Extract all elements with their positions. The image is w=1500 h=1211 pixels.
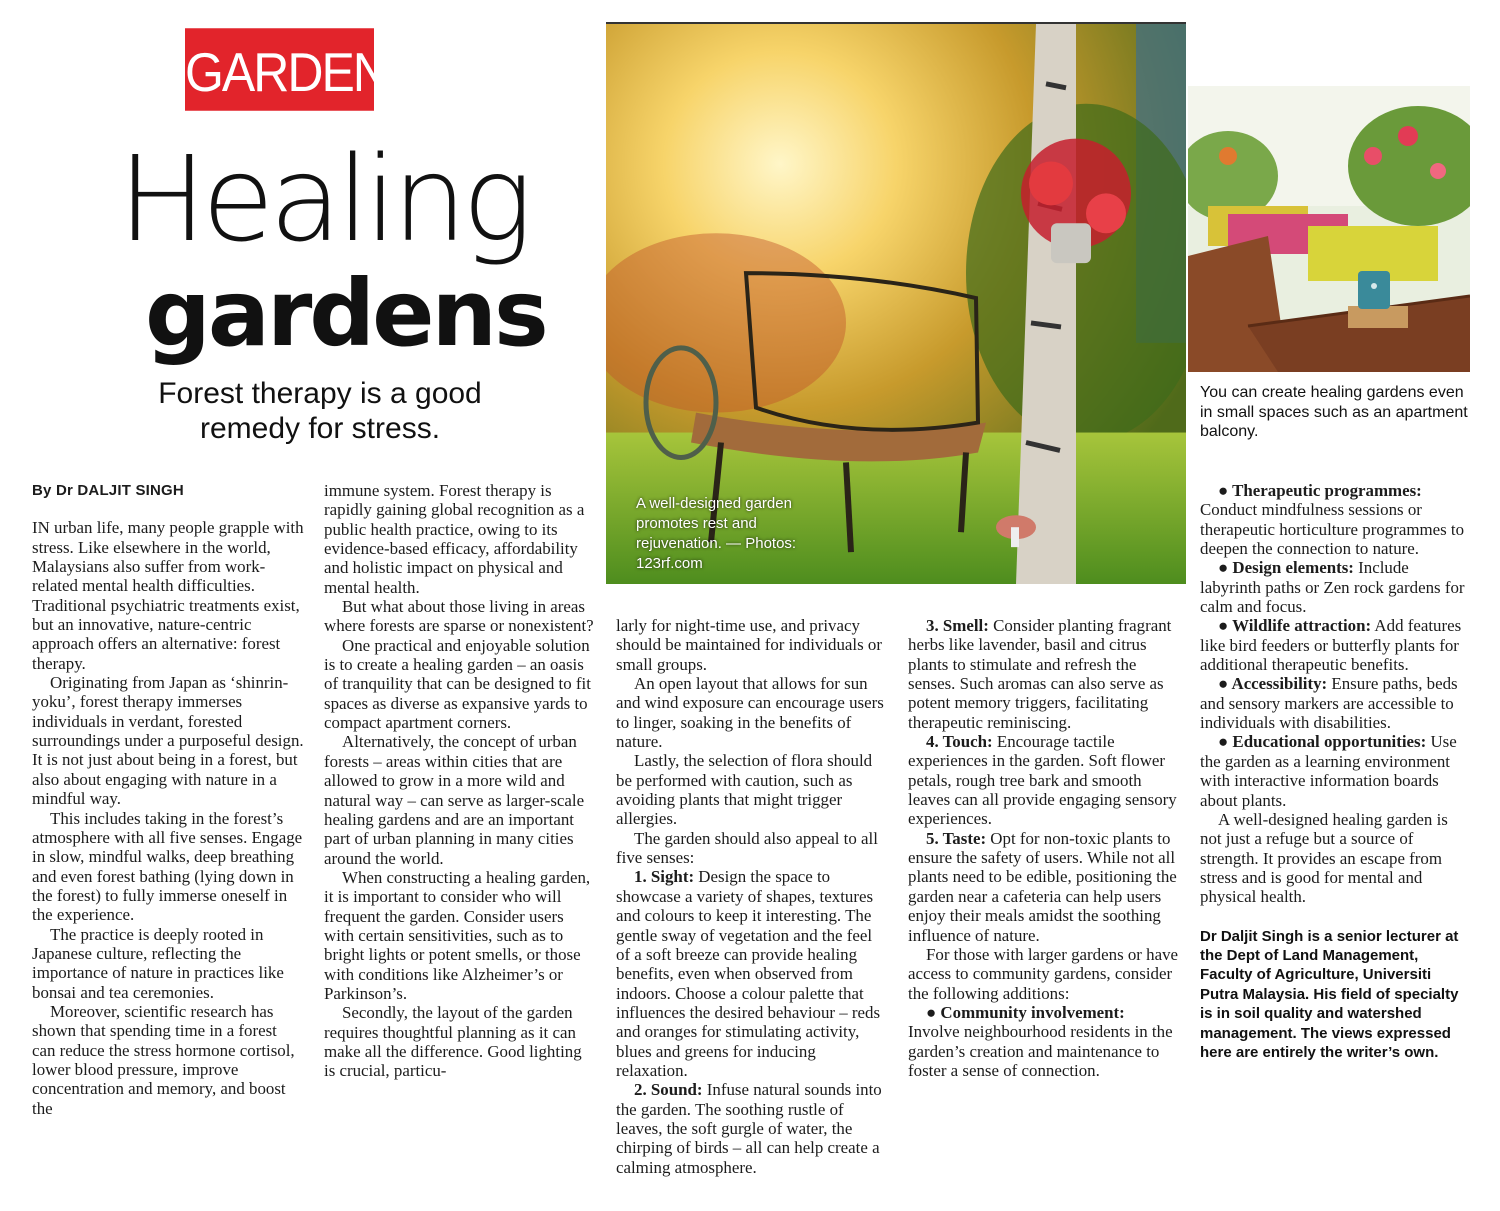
byline: By Dr DALJIT SINGH <box>32 482 184 499</box>
headline-line-1: Healing <box>118 130 528 268</box>
paragraph: The practice is deeply rooted in Japanese culture, reflecting the importance of nature in practices like bonsai and tea ceremonies. <box>32 924 284 1002</box>
paragraph: Originating from Japan as ‘shinrin-yoku’, forest therapy immerses individuals in verdant, forested surroundings under a purposeful design. It is not just about being in a forest, but also about engaging with nature in a mindful way. <box>32 673 304 809</box>
sense-taste: 5. Taste: Opt for non-toxic plants to ensure the safety of users. While not all plants need to be edible, positioning the garden near a cafeteria can help users enjoy their meals amidst the soothing influence of nature. <box>908 828 1177 945</box>
main-photo-caption: A well-designed garden promotes rest and rejuvenation. — Photos: 123rf.com <box>636 495 797 572</box>
paragraph: larly for night-time use, and privacy should be maintained for individuals or small groups. <box>616 616 882 674</box>
paragraph: immune system. Forest therapy is rapidly gaining global recognition as a public health practice, owing to its evidence-based efficacy, affordability and holistic impact on physical and mental health. <box>324 481 585 597</box>
paragraph: An open layout that allows for sun and wind exposure can encourage users to linger, soaking in the benefits of nature. <box>616 674 884 752</box>
subheadline: Forest therapy is a good remedy for stress. <box>158 377 482 445</box>
addition-accessibility: ● Accessibility: Ensure paths, beds and sensory markers are accessible to individuals with disabilities. <box>1200 674 1458 733</box>
paragraph: IN urban life, many people grapple with stress. Like elsewhere in the world, Malaysians also suffer from work-related mental health difficulties. Traditional psychiatric treatments exist, but an innovative, nature-centric approach offers an alternative: forest therapy. <box>32 518 304 673</box>
sense-touch: 4. Touch: Encourage tactile experiences in the garden. Soft flower petals, rough tree bark and smooth leaves can all provide engaging sensory experiences. <box>908 732 1177 829</box>
section-tag: GARDEN <box>185 28 374 111</box>
side-photo-caption: You can create healing gardens even in small spaces such as an apartment balcony. <box>1200 384 1468 440</box>
paragraph: But what about those living in areas where forests are sparse or nonexistent? <box>324 597 594 636</box>
paragraph: This includes taking in the forest’s atmosphere with all five senses. Engage in slow, mindful walks, deep breathing and even forest bathing (lying down in the forest) to fully immerse oneself in the experience. <box>32 808 303 925</box>
author-bio: Dr Daljit Singh is a senior lecturer at the Dept of Land Management, Faculty of Agriculture, Universiti Putra Malaysia. His field of specialty is in soil quality and watershed management. The views expressed here are entirely the writer’s own. <box>1200 927 1459 1061</box>
addition-educational: ● Educational opportunities: Use the garden as a learning environment with interactive information boards about plants. <box>1200 732 1457 810</box>
addition-therapeutic: ● Therapeutic programmes: Conduct mindfulness sessions or therapeutic horticulture programmes to deepen the connection to nature. <box>1200 481 1465 559</box>
sense-sight: 1. Sight: Design the space to showcase a variety of shapes, textures and colours to keep it interesting. The gentle sway of vegetation and the feel of a soft breeze can provide healing benefits, even when observed from indoors. Choose a colour palette that influences the desired behaviour – reds and oranges for stimulating activity, blues and greens for inducing relaxation. <box>616 867 881 1080</box>
article-column-1 <box>32 481 304 1118</box>
article-column-4 <box>908 616 1180 1080</box>
addition-community: ● Community involvement: Involve neighbourhood residents in the garden’s creation and maintenance to foster a sense of connection. <box>908 1002 1173 1080</box>
paragraph: A well-designed healing garden is not just a refuge but a source of strength. It provides an escape from stress and is good for mental and physical health. <box>1200 809 1448 907</box>
paragraph: Moreover, scientific research has shown that spending time in a forest can reduce the stress hormone cortisol, lower blood pressure, improve concentration and memory, and boost the <box>32 1001 295 1118</box>
paragraph: For those with larger gardens or have access to community gardens, consider the following additions: <box>908 944 1179 1003</box>
paragraph: Lastly, the selection of flora should be performed with caution, such as avoiding plants that might trigger allergies. <box>616 751 873 829</box>
addition-design: ● Design elements: Include labyrinth paths or Zen rock gardens for calm and focus. <box>1200 558 1465 617</box>
paragraph: The garden should also appeal to all five senses: <box>616 828 878 868</box>
paragraph: When constructing a healing garden, it is important to consider who will frequent the garden. Consider users with certain sensitivities, such as to bright lights or potent smells, or those with conditions like Alzheimer’s or Parkinson’s. <box>324 867 591 1003</box>
article-column-3 <box>616 616 888 1177</box>
addition-wildlife: ● Wildlife attraction: Add features like bird feeders or butterfly plants for additional therapeutic benefits. <box>1200 616 1462 675</box>
article-column-2 <box>324 481 596 1081</box>
paragraph: One practical and enjoyable solution is to create a healing garden – an oasis of tranquility that can be designed to fit spaces as diverse as expansive yards to compact apartment corners. <box>324 635 591 733</box>
paragraph: Alternatively, the concept of urban forests – areas within cities that are allowed to grow in a more wild and natural way – can serve as larger-scale healing gardens and are an important part of urban planning in many cities around the world. <box>324 732 585 868</box>
side-photo-balcony <box>1188 86 1470 372</box>
sense-sound: 2. Sound: Infuse natural sounds into the garden. The soothing rustle of leaves, the soft gurgle of water, the chirping of birds – all can help create a calming atmosphere. <box>616 1080 882 1177</box>
article-column-5 <box>1200 481 1470 1062</box>
paragraph: Secondly, the layout of the garden requires thoughtful planning as it can make all the difference. Good lighting is crucial, particu- <box>324 1003 582 1081</box>
sense-smell: 3. Smell: Consider planting fragrant herbs like lavender, basil and citrus plants to stimulate and refresh the senses. Such aromas can also serve as potent memory triggers, facilitating therapeutic reminiscing. <box>908 616 1172 732</box>
headline-line-2: gardens <box>145 260 546 367</box>
